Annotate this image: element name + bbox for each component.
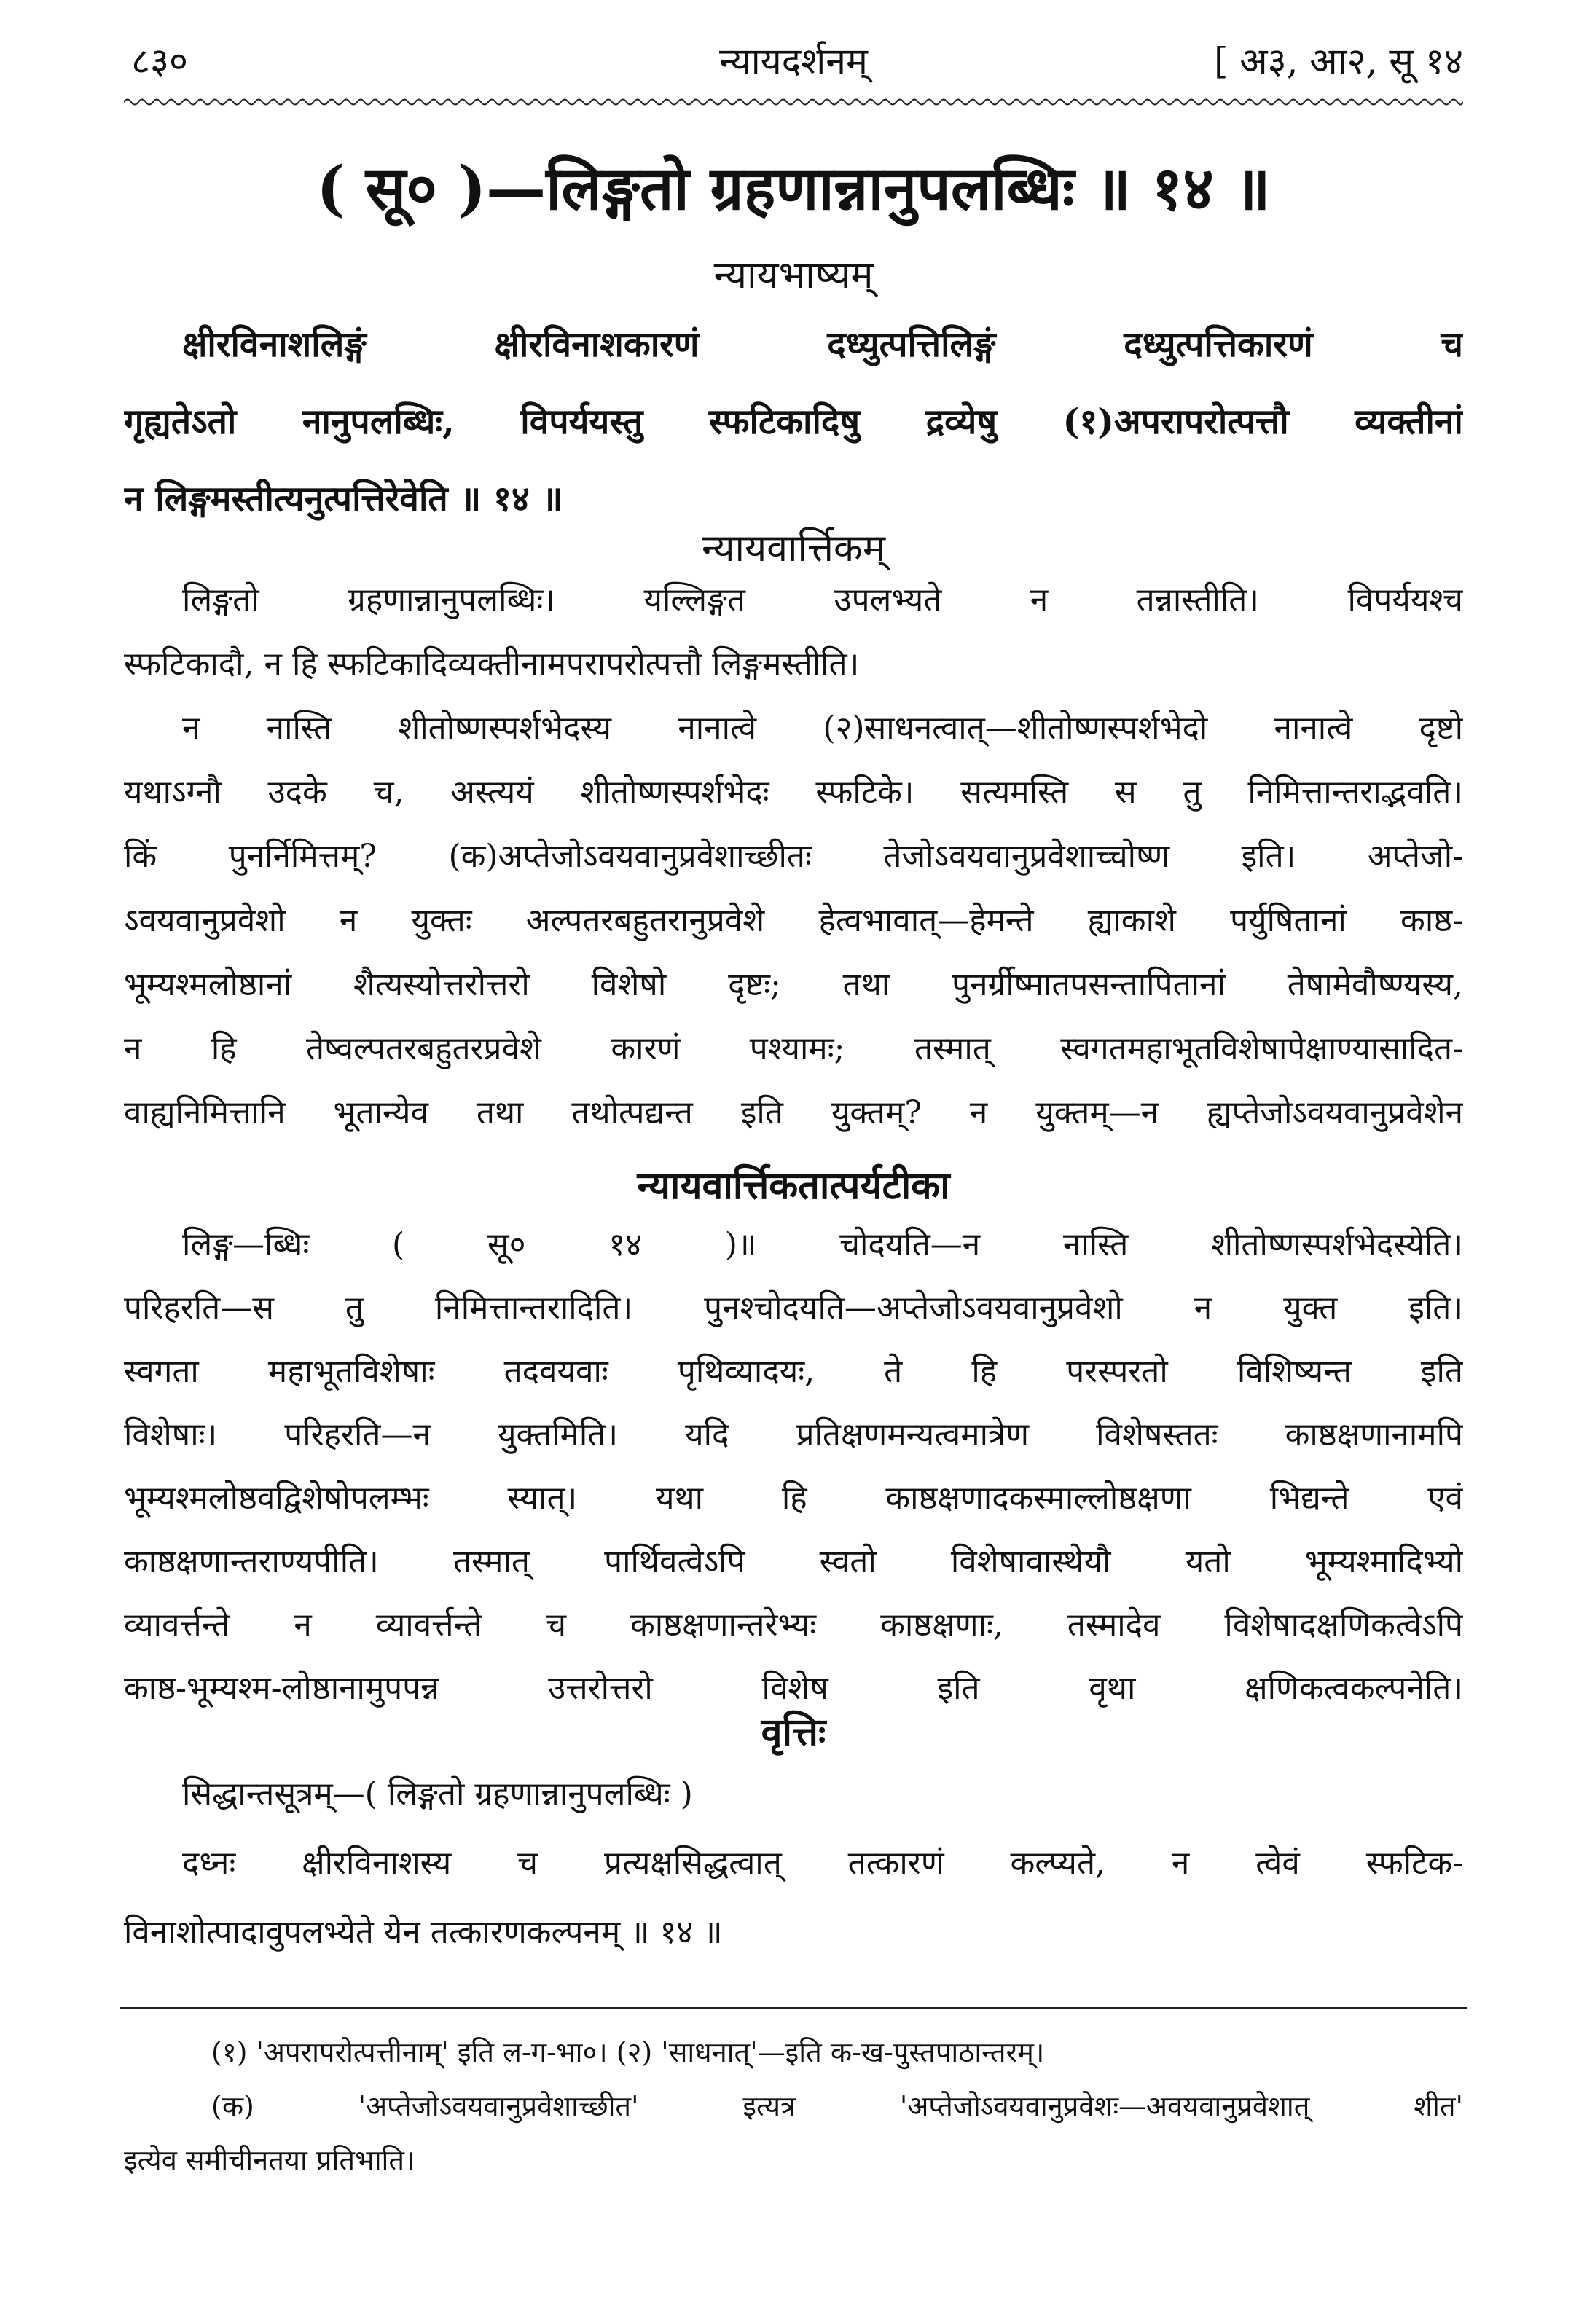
vartika-line: यथाऽग्नौ उदके च, अस्त्ययं शीतोष्णस्पर्शभेदः स्फटिके। सत्यमस्ति स तु निमित्तान्तराद्भवति। [124,774,1463,811]
vartika-line: न नास्ति शीतोष्णस्पर्शभेदस्य नानात्वे (२)साधनत्वात्—शीतोष्णस्पर्शभेदो नानात्वे दृष्टो [182,710,1463,747]
bhashya-line: क्षीरविनाशलिङ्गं क्षीरविनाशकारणं दध्युत्पत्तिलिङ्गं दध्युत्पत्तिकारणं च [182,324,1463,365]
tika-line: काष्ठक्षणान्तराण्यपीति। तस्मात् पार्थिवत्वेऽपि स्वतो विशेषावास्थेयौ यतो भूम्यश्मादिभ्यो [124,1543,1463,1580]
footnote-line: इत्येव समीचीनतया प्रतिभाति। [124,2144,415,2176]
vritti-line: सिद्धान्तसूत्रम्—( लिङ्गतो ग्रहणान्नानुपलब्धिः ) [182,1775,693,1813]
vartika-line: भूम्यश्मलोष्ठानां शैत्यस्योत्तरोत्तरो विशेषो दृष्टः; तथा पुनर्ग्रीष्मातपसन्तापितानां तेषामेवौष्ण्यस्य, [124,966,1463,1003]
tika-line: स्वगता महाभूतविशेषाः तदवयवाः पृथिव्यादयः, ते हि परस्परतो विशिष्यन्त इति [124,1353,1463,1390]
tika-line: परिहरति—स तु निमित्तान्तरादिति। पुनश्चोदयति—अप्तेजोऽवयवानुप्रवेशो न युक्त इति। [124,1289,1463,1327]
footnotes [124,2025,1463,2187]
vritti-line: विनाशोत्पादावुपलभ्येते येन तत्कारणकल्पनम् ॥ १४ ॥ [124,1914,723,1951]
page-number: ८३० [131,40,188,82]
vartika-line: लिङ्गतो ग्रहणान्नानुपलब्धिः। यल्लिङ्गत उपलभ्यते न तन्नास्तीति। विपर्ययश्च [182,581,1463,619]
bhashya-line: गृह्यतेऽतो नानुपलब्धिः, विपर्ययस्तु स्फटिकादिषु द्रव्येषु (१)अपरापरोत्पत्तौ व्यक्तीनां [124,401,1463,442]
footnote-line: (क) 'अप्तेजोऽवयवानुप्रवेशाच्छीत' इत्यत्र 'अप्तेजोऽवयवानुप्रवेशः—अवयवानुप्रवेशात् शीत' [211,2090,1463,2122]
vartika-line: न हि तेष्वल्पतरबहुतरप्रवेशे कारणं पश्यामः; तस्मात् स्वगतमहाभूतविशेषापेक्षाण्यासादित- [124,1030,1463,1067]
vartika-line: ऽवयवानुप्रवेशो न युक्तः अल्पतरबहुतरानुप्रवेशे हेत्वभावात्—हेमन्ते ह्याकाशे पर्युषितानां काष्ठ- [124,902,1463,939]
tika-line: विशेषाः। परिहरति—न युक्तमिति। यदि प्रतिक्षणमन्यत्वमात्रेण विशेषस्ततः काष्ठक्षणानामपि [124,1416,1463,1453]
bhashya-title: न्यायभाष्यम् [713,254,874,297]
wavy-divider [124,95,1463,109]
vartika-title: न्यायवार्त्तिकम् [702,527,885,570]
running-header [124,35,1463,86]
tika-line: लिङ्ग—ब्धिः ( सू० १४ )॥ चोदयति—न नास्ति शीतोष्णस्पर्शभेदस्येति। [182,1226,1463,1263]
book-title: न्यायदर्शनम् [719,40,868,82]
vartika-line: स्फटिकादौ, न हि स्फटिकादिव्यक्तीनामपरापरोत्पत्तौ लिङ्गमस्तीति। [124,645,860,683]
tika-line: व्यावर्त्तन्ते न व्यावर्त्तन्ते च काष्ठक्षणान्तरेभ्यः काष्ठक्षणाः, तस्मादेव विशेषादक्षणिकत्वेऽपि [124,1606,1463,1644]
footnote-divider [120,2007,1467,2009]
tika-line: काष्ठ-भूम्यश्म-लोष्ठानामुपपन्न उत्तरोत्तरो विशेष इति वृथा क्षणिकत्वकल्पनेति। [124,1670,1463,1707]
tika-title: न्यायवार्त्तिकतात्पर्यटीका [637,1163,950,1208]
sutra-heading: ( सू० )—लिङ्गतो ग्रहणान्नानुपलब्धिः ॥ १४ ॥ [316,154,1271,224]
chapter-reference: [ अ३, आ२, सू १४ [1214,40,1463,82]
vartika-line: किं पुनर्निमित्तम्? (क)अप्तेजोऽवयवानुप्रवेशाच्छीतः तेजोऽवयवानुप्रवेशाच्चोष्ण इति। अप्तेजो- [124,838,1463,875]
vartika-text [124,568,1463,1145]
footnote-line: (१) 'अपरापरोत्पत्तीनाम्' इति ल-ग-भा०। (२) 'साधनात्'—इति क-ख-पुस्तपाठान्तरम्। [211,2036,1045,2068]
bhashya-text [124,306,1463,538]
tika-line: भूम्यश्मलोष्ठवद्विशेषोपलम्भः स्यात्। यथा हि काष्ठक्षणादकस्माल्लोष्ठक्षणा भिद्यन्ते एवं [124,1480,1463,1517]
tika-text [124,1213,1463,1720]
vritti-text [124,1759,1463,1967]
vritti-line: दध्नः क्षीरविनाशस्य च प्रत्यक्षसिद्धत्वात् तत्कारणं कल्प्यते, न त्वेवं स्फटिक- [182,1845,1463,1882]
vritti-title: वृत्तिः [761,1710,826,1754]
bhashya-line: न लिङ्गमस्तीत्यनुत्पत्तिरेवेति ॥ १४ ॥ [124,479,563,519]
vartika-line: वाह्यनिमित्तानि भूतान्येव तथा तथोत्पद्यन्त इति युक्तम्? न युक्तम्—न ह्यप्तेजोऽवयवानुप्रवेशेन [124,1094,1463,1131]
